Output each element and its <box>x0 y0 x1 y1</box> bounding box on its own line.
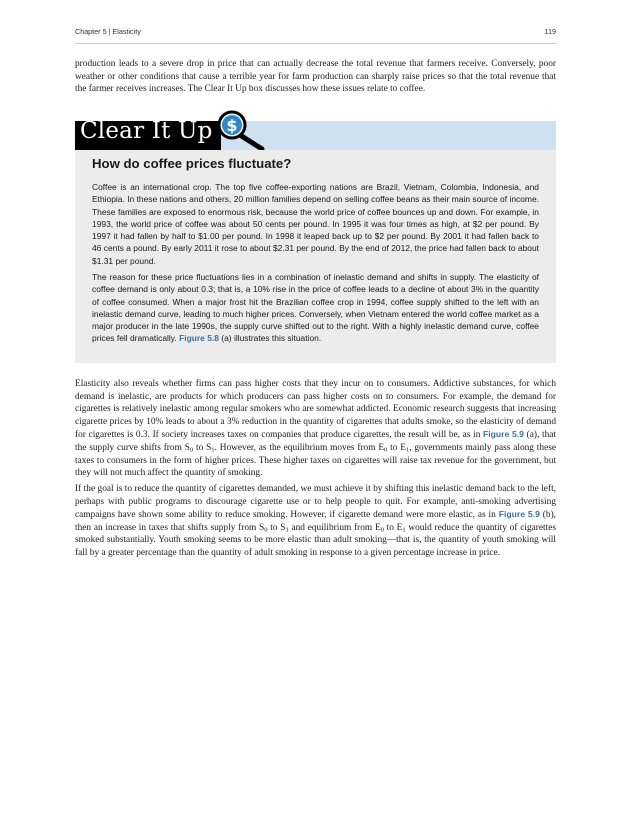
subscript: 0 <box>384 446 388 454</box>
intro-paragraph: production leads to a severe drop in price that can actually decrease the total revenue that farmers receive. Conversely, poor weather or other conditions that cause a terrible year for farm production can sharply raise prices so that the total revenue that the farmer receives increases. The Clear It Up box discusses how these issues relate to coffee. <box>75 59 556 95</box>
goal-text-2: (b), then an increase in taxes that shifts supply from S <box>75 510 557 533</box>
subscript: 1 <box>402 526 406 534</box>
elasticity-text-2: (a), that the supply curve shifts from S <box>75 430 557 453</box>
figure-5-9-link[interactable]: Figure 5.9 <box>483 429 524 440</box>
box-paragraph-tail: (a) illustrates this situation. <box>221 333 322 344</box>
elasticity-paragraph <box>75 378 556 480</box>
figure-5-9-link[interactable]: Figure 5.9 <box>498 509 540 520</box>
goal-paragraph <box>75 483 556 560</box>
banner-title: Clear It Up <box>80 118 213 144</box>
goal-text-3: to S <box>270 522 286 533</box>
subscript: 1 <box>211 446 215 454</box>
goal-text-4: and equilibrium from E <box>291 522 381 533</box>
box-paragraph-coffee-history: Coffee is an international crop. The top five coffee-exporting nations are Brazil, Vietnam, Colombia, Indonesia, and Ethiopia. In these nations and others, 20 million families depend on selling coffee beans as their main source of income. These families are exposed to enormous risk, because the world price of coffee bounces up and down. For example, in 1993, the world price of coffee was about 50 cents per pound. In 1995 it was four times as high, at $2 per pound. By 1997 it had fallen by half to $1.00 per pound. In 1998 it leaped back up to $2 per pound. By 2001 it had fallen back to 46 cents a pound. By early 2011 it rose to about $2.31 per pound. By the end of 2012, the price had fallen back to about $1.31 per pound. <box>92 182 539 266</box>
goal-text-1: If the goal is to reduce the quantity of cigarettes demanded, we must achieve it by shifting this inelastic demand back to the left, perhaps with public programs to discourage cigarette use or to help people to quit. For example, anti-smoking advertising campaigns have shown some ability to reduce smoking. However, if cigarette demand were more elastic, as in <box>75 484 556 521</box>
box-heading: How do coffee prices fluctuate? <box>92 156 292 171</box>
box-paragraph-price-fluctuations <box>92 271 539 345</box>
subscript: 1 <box>405 446 410 454</box>
goal-text-5: to E <box>386 522 403 533</box>
dollar-symbol: $ <box>226 116 238 135</box>
banner-title-block <box>75 118 221 150</box>
elasticity-text-3: to S <box>195 442 212 453</box>
box-paragraph-text: The reason for these price fluctuations lies in a combination of inelastic demand and shifts in supply. The elasticity of coffee demand is only about 0.3; that is, a 10% rise in the price of coffee leads to a decline of about 3% in the quantity of coffee consumed. When a major frost hit the Brazilian coffee crop in 1994, coffee supply shifted to the left with an inelastic demand curve, leading to much higher prices. Conversely, when Vietnam entered the world coffee market as a major producer in the late 1990s, the supply curve shifted out to the right. With a highly inelastic demand curve, coffee prices fell dramatically. <box>92 272 539 344</box>
subscript: 0 <box>380 526 384 534</box>
header-rule <box>75 43 556 44</box>
elasticity-text-6: , governments mainly pass along these taxes to consumers in the form of higher prices. These higher taxes on cigarettes will raise tax revenue for the government, but they will not much affect the quantity of smoking. <box>75 442 556 479</box>
elasticity-text-4: . However, as the equilibrium moves from E <box>214 442 385 453</box>
running-header <box>75 27 556 39</box>
elasticity-text-5: to E <box>390 442 406 453</box>
subscript: 0 <box>264 526 268 534</box>
chapter-label: Chapter 5 | Elasticity <box>75 27 141 36</box>
magnifier-dollar-icon <box>211 109 271 153</box>
page-number: 119 <box>544 27 556 36</box>
subscript: 1 <box>285 526 289 534</box>
goal-text-6: would reduce the quantity of cigarettes smoked substantially. Youth smoking seems to be more elastic than adult smoking—that is, the quantity of youth smoking will fall by a greater percentage than the quantity of adult smoking in response to a given percentage increase in price. <box>75 522 556 558</box>
clear-it-up-banner <box>75 116 556 150</box>
subscript: 0 <box>189 446 194 454</box>
figure-5-8-link[interactable]: Figure 5.8 <box>179 333 219 344</box>
elasticity-text-1: Elasticity also reveals whether firms can pass higher costs that they incur on to consumers. Addictive substances, for which demand is inelastic, are products for which producers can pass higher costs on to consumers. For example, the demand for cigarettes is relatively inelastic among regular smokers who are somewhat addicted. Economic research suggests that increasing cigarette prices by 10% leads to about a 3% reduction in the quantity of cigarettes that adults smoke, so the elasticity of demand for cigarettes is 0.3. If society increases taxes on companies that produce cigarettes, the result will be, as in <box>75 379 556 441</box>
